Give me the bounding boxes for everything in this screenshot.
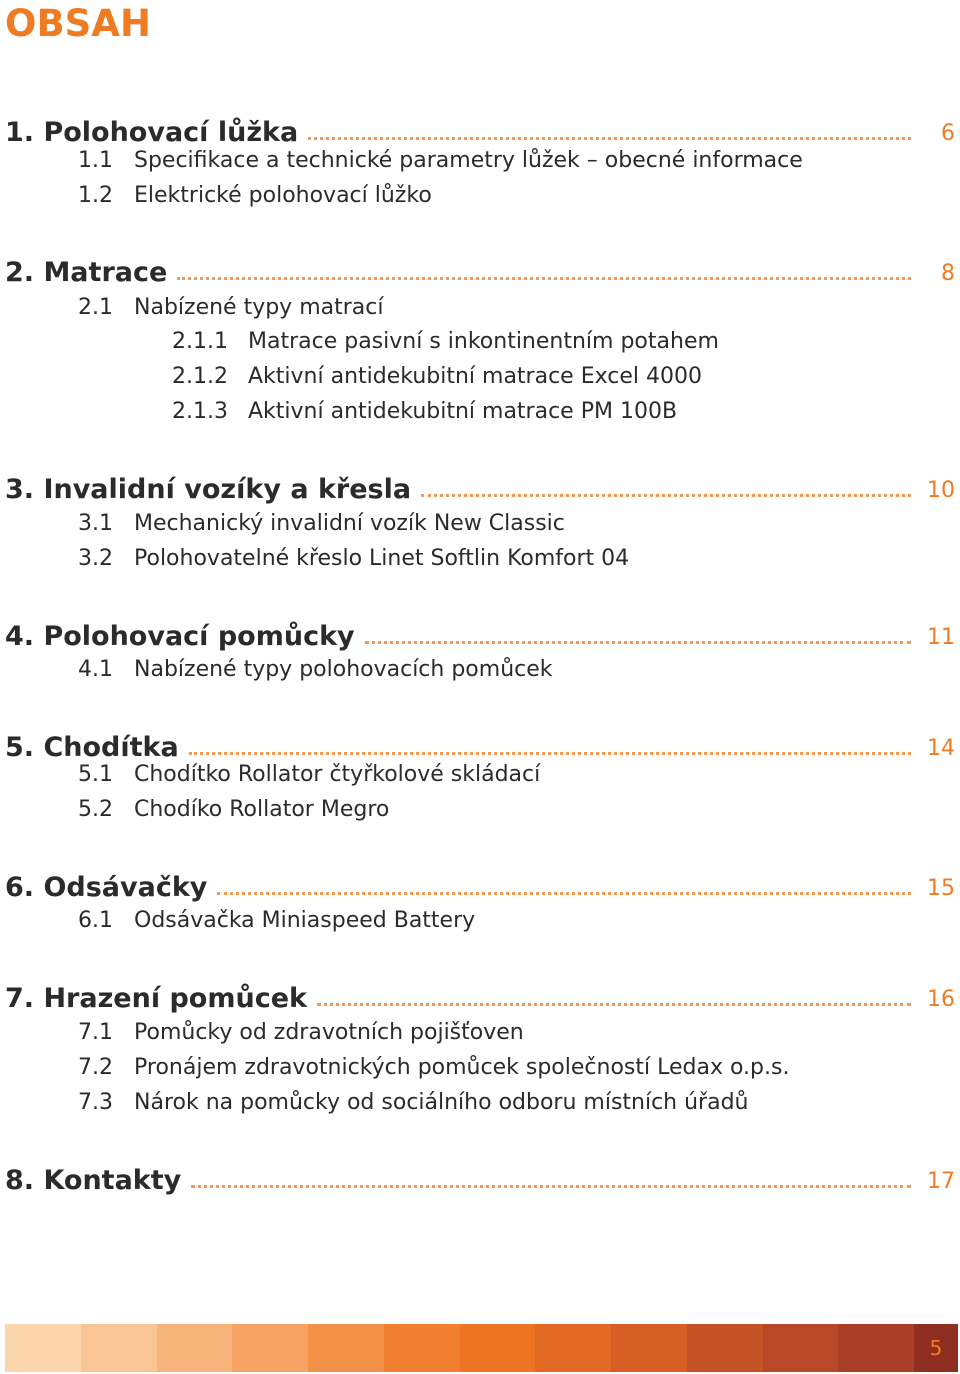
toc-page-number: 16 — [927, 987, 955, 1012]
toc-section[interactable] — [5, 616, 960, 652]
toc-section[interactable] — [5, 978, 960, 1014]
footer-segment — [232, 1324, 308, 1372]
toc-subsection-number: 4.1 — [78, 657, 113, 682]
toc-subsection-text: Pronájem zdravotnických pomůcek společností Ledax o.p.s. — [134, 1055, 790, 1080]
toc-section[interactable] — [5, 112, 960, 148]
toc-subsection-number: 6.1 — [78, 908, 113, 933]
toc-section-title: 7. Hrazení pomůcek — [5, 983, 307, 1014]
toc-section[interactable] — [5, 867, 960, 903]
toc-subsection-text: Nabízené typy matrací — [134, 295, 384, 320]
toc-subsection-number: 2.1 — [78, 295, 113, 320]
footer-segment — [5, 1324, 81, 1372]
footer-segment — [157, 1324, 233, 1372]
toc-section-title: 1. Polohovací lůžka — [5, 117, 299, 148]
toc-subsection-number: 1.1 — [78, 148, 113, 173]
toc-subsection-number: 3.1 — [78, 511, 113, 536]
footer-segment — [611, 1324, 687, 1372]
toc-subsection-text: Matrace pasivní s inkontinentním potahem — [248, 329, 719, 354]
toc-subsection-text: Pomůcky od zdravotních pojišťoven — [134, 1020, 524, 1045]
page-number: 5 — [914, 1324, 958, 1372]
toc-subsection-text: Odsávačka Miniaspeed Battery — [134, 908, 476, 933]
dot-leader — [308, 137, 911, 140]
footer-bar — [5, 1324, 958, 1372]
dot-leader — [365, 641, 911, 644]
toc-section-title: 3. Invalidní vozíky a křesla — [5, 474, 412, 505]
toc-section-title: 2. Matrace — [5, 257, 168, 288]
toc-subsection-text: Aktivní antidekubitní matrace Excel 4000 — [248, 364, 702, 389]
footer-segment — [308, 1324, 384, 1372]
toc-section[interactable] — [5, 1160, 960, 1196]
toc-subsection-number: 5.2 — [78, 797, 113, 822]
footer-segment — [535, 1324, 611, 1372]
toc-subsection-text: Nárok na pomůcky od sociálního odboru místních úřadů — [134, 1090, 749, 1115]
toc-page-number: 6 — [941, 121, 955, 146]
toc-section-title: 6. Odsávačky — [5, 872, 208, 903]
toc-section[interactable] — [5, 252, 960, 288]
toc-subsection-text: Polohovatelné křeslo Linet Softlin Komfort 04 — [134, 546, 630, 571]
toc-subsection-text: Elektrické polohovací lůžko — [134, 183, 432, 208]
toc-subsection-number: 7.1 — [78, 1020, 113, 1045]
footer-segment — [81, 1324, 157, 1372]
footer-segment — [763, 1324, 839, 1372]
toc-page-number: 10 — [927, 478, 955, 503]
toc-section-title: 5. Chodítka — [5, 732, 179, 763]
toc-subsection-text: Chodíko Rollator Megro — [134, 797, 390, 822]
toc-subsection-number: 2.1.2 — [172, 364, 228, 389]
toc-subsection-text: Nabízené typy polohovacích pomůcek — [134, 657, 553, 682]
toc-subsection-text: Aktivní antidekubitní matrace PM 100B — [248, 399, 678, 424]
dot-leader — [421, 494, 911, 497]
dot-leader — [191, 1185, 911, 1188]
toc-section[interactable] — [5, 727, 960, 763]
toc-page-number: 15 — [927, 876, 955, 901]
dot-leader — [189, 752, 911, 755]
footer-segment — [460, 1324, 536, 1372]
toc-page-number: 17 — [927, 1169, 955, 1194]
dot-leader — [177, 277, 911, 280]
toc-subsection-number: 1.2 — [78, 183, 113, 208]
footer-segment — [384, 1324, 460, 1372]
dot-leader — [317, 1003, 911, 1006]
toc-subsection-number: 7.3 — [78, 1090, 113, 1115]
toc-subsection-number: 2.1.3 — [172, 399, 228, 424]
toc-subsection-number: 3.2 — [78, 546, 113, 571]
toc-subsection-text: Chodítko Rollator čtyřkolové skládací — [134, 762, 541, 787]
dot-leader — [217, 892, 911, 895]
page-title: OBSAH — [5, 2, 151, 45]
toc-page-number: 14 — [927, 736, 955, 761]
footer-segment — [838, 1324, 914, 1372]
toc-subsection-number: 5.1 — [78, 762, 113, 787]
toc-subsection-number: 2.1.1 — [172, 329, 228, 354]
toc-section-title: 8. Kontakty — [5, 1165, 182, 1196]
footer-segment — [687, 1324, 763, 1372]
toc-page-number: 11 — [927, 625, 955, 650]
toc-section[interactable] — [5, 469, 960, 505]
toc-subsection-text: Mechanický invalidní vozík New Classic — [134, 511, 565, 536]
toc-subsection-text: Specifikace a technické parametry lůžek – obecné informace — [134, 148, 803, 173]
toc-page-number: 8 — [941, 261, 955, 286]
toc-section-title: 4. Polohovací pomůcky — [5, 621, 355, 652]
toc-subsection-number: 7.2 — [78, 1055, 113, 1080]
